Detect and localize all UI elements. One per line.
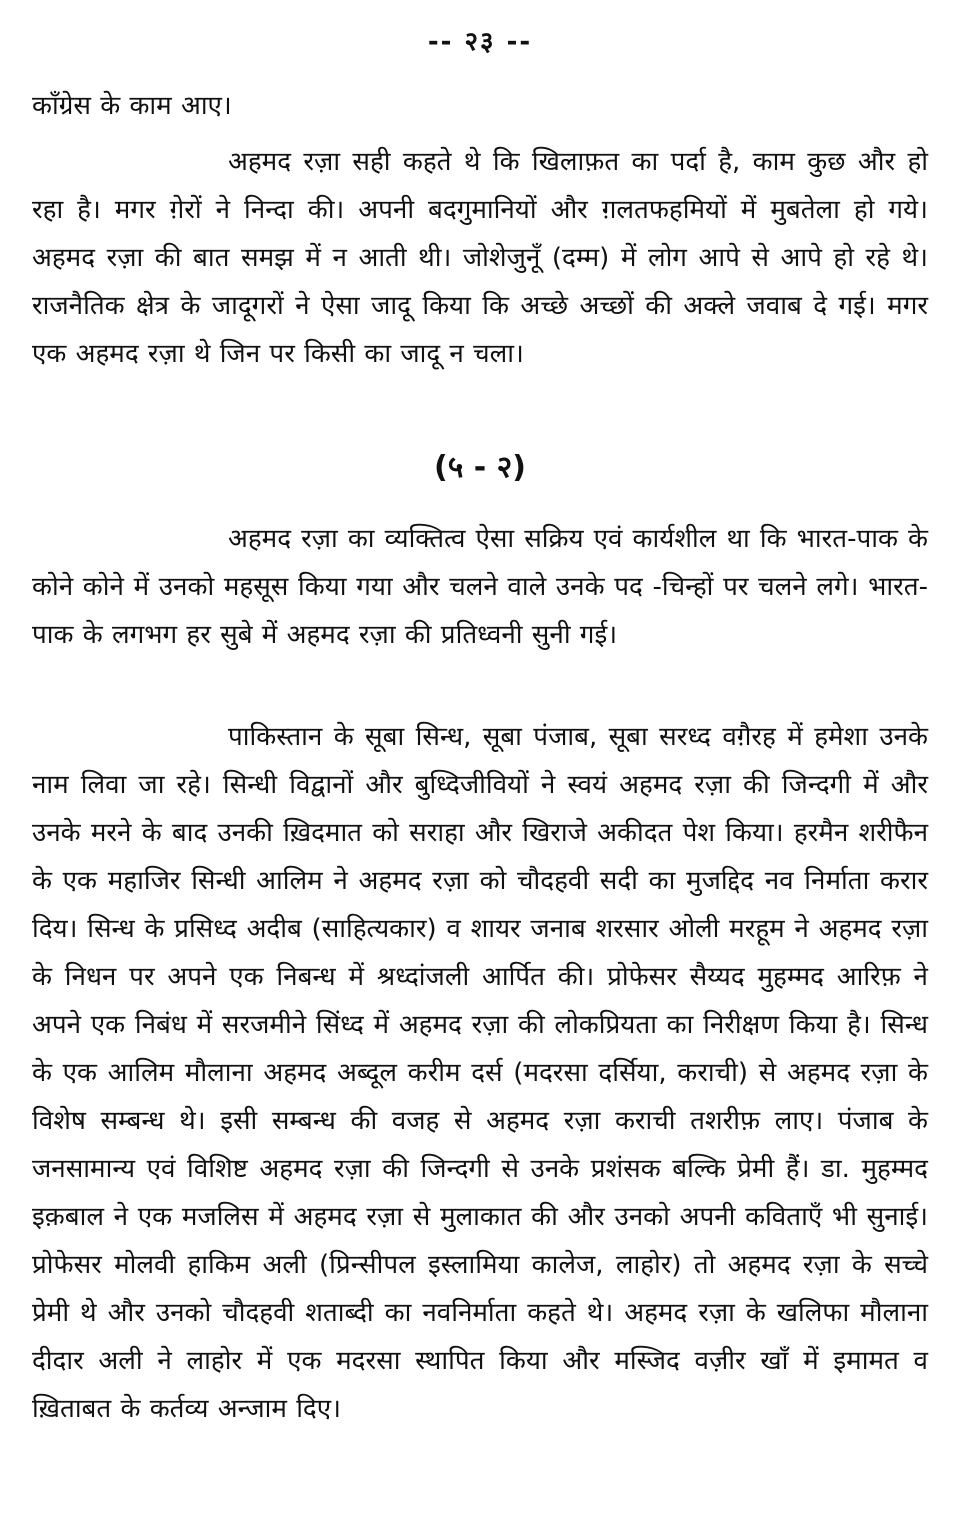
page-number: -- २३ -- (427, 27, 533, 57)
section-heading: (५ - २) (434, 450, 526, 485)
paragraph-personality: अहमद रज़ा का व्यक्तित्व ऐसा सक्रिय एवं कार्यशील था कि भारत-पाक के कोने कोने में उनको महसूस किया गया और चलने वाले उनके पद -चिन्हों पर चलने लगे। भारत-पाक के लगभग हर सुबे में अहमद रज़ा की प्रतिध्वनी सुनी गई। (32, 524, 928, 650)
paragraph-pakistan: पाकिस्तान के सूबा सिन्ध, सूबा पंजाब, सूबा सरध्द वग़ैरह में हमेशा उनके नाम लिवा जा रहे। सिन्धी विद्वानों और बुध्दिजीवियों ने स्वयं अहमद रज़ा की जिन्दगी में और उनके मरने के बाद उनकी ख़िदमात को सराहा और खिराजे अकीदत पेश किया। हरमैन शरीफैन के एक महाजिर सिन्धी आलिम ने अहमद रज़ा को चौदहवी सदी का मुजद्दिद नव निर्माता करार दिय। सिन्ध के प्रसिध्द अदीब (साहित्यकार) व शायर जनाब शरसार ओली मरहूम ने अहमद रज़ा के निधन पर अपने एक निबन्ध में श्रध्दांजली आर्पित की। प्रोफेसर सैय्यद मुहम्मद आरिफ़ ने अपने एक निबंध में सरजमीने सिंध्द में अहमद रज़ा की लोकप्रियता का निरीक्षण किया है। सिन्ध के एक आलिम मौलाना अहमद अब्दूल करीम दर्स (मदरसा दर्सिया, कराची) से अहमद रज़ा के विशेष सम्बन्ध थे। इसी सम्बन्ध की वजह से अहमद रज़ा कराची तशरीफ़ लाए। पंजाब के जनसामान्य एवं विशिष्ट अहमद रज़ा की जिन्दगी से उनके प्रशंसक बल्कि प्रेमी हैं। डा. मुहम्मद इक़बाल ने एक मजलिस में अहमद रज़ा से मुलाकात की और उनको अपनी कविताएँ भी सुनाई। प्रोफेसर मोलवी हाकिम अली (प्रिन्सीपल इस्लामिया कालेज, लाहोर) तो अहमद रज़ा के सच्चे प्रेमी थे और उनको चौदहवी शताब्दी का नवनिर्माता कहते थे। अहमद रज़ा के खलिफा मौलाना दीदार अली ने लाहोर में एक मदरसा स्थापित किया और मस्जिद वज़ीर खाँ में इमामत व ख़िताबत के कर्तव्य अन्जाम दिए। (32, 722, 928, 1424)
paragraph-khilafat: अहमद रज़ा सही कहते थे कि खिलाफ़त का पर्दा है, काम कुछ और हो रहा है। मगर ग़ेरों ने निन्दा की। अपनी बदगुमानियों और ग़लतफहमियों में मुबतेला हो गये। अहमद रज़ा की बात समझ में न आती थी। जोशेजुनूँ (दम्म) में लोग आपे से आपे हो रहे थे। राजनैतिक क्षेत्र के जादूगरों ने ऐसा जादू किया कि अच्छे अच्छों की अक्ले जवाब दे गई। मगर एक अहमद रज़ा थे जिन पर किसी का जादू न चला। (32, 147, 928, 369)
paragraph-continuation: कॉंग्रेस के काम आए। (32, 91, 232, 121)
